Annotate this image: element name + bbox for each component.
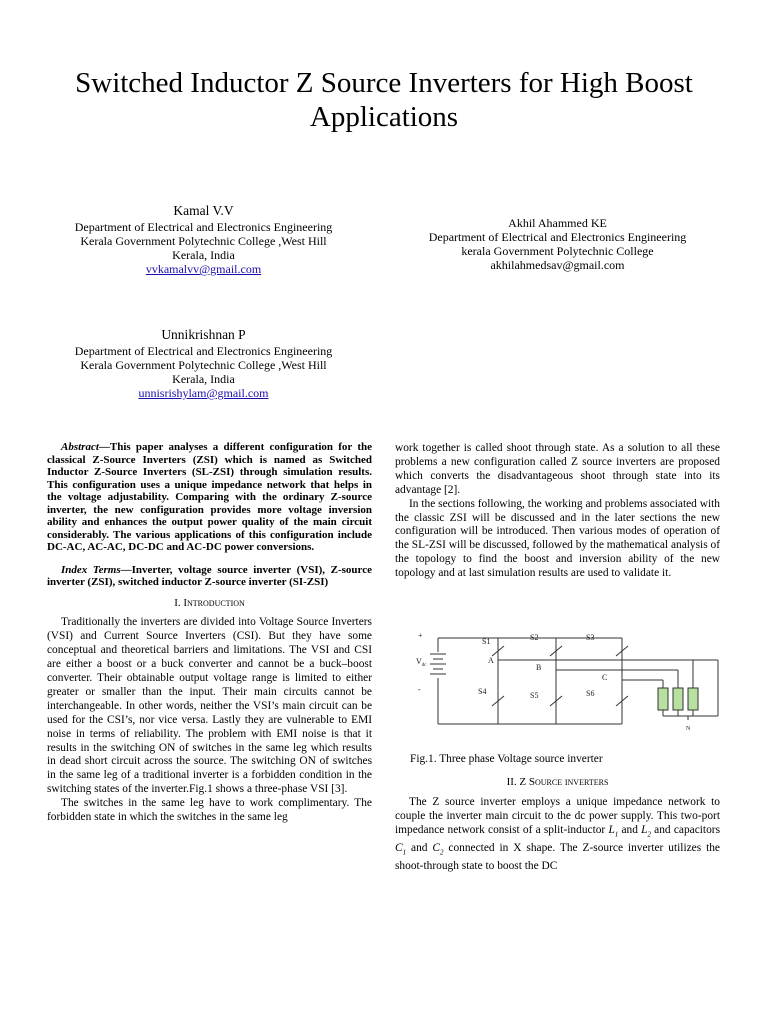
author-email-link[interactable]: vvkamalvv@gmail.com	[145, 262, 262, 276]
minus-label: -	[418, 685, 421, 694]
author-email: akhilahmedsav@gmail.com	[490, 258, 625, 272]
section-heading-z-source: II. Z Source inverters	[506, 776, 609, 788]
author-block-3	[46, 326, 361, 400]
switch-label-s2: S2	[530, 633, 539, 642]
symbol-l2: $L_2$	[641, 823, 651, 838]
right-column	[395, 442, 720, 581]
author-name: Akhil Ahammed KE	[508, 216, 607, 230]
index-terms-text: —Inverter, voltage source inverter (VSI), Z-source inverter (ZSI), switched inductor Z-source inverter (SI-ZSI)	[47, 563, 372, 588]
author-name: Unnikrishnan P	[161, 327, 246, 342]
abstract-label: Abstract	[61, 441, 99, 453]
author-email-link[interactable]: unnisrishylam@gmail.com	[138, 386, 269, 400]
plus-label: +	[418, 631, 423, 640]
author-dept: Department of Electrical and Electronics Engineering	[428, 230, 687, 244]
switch-label-s4: S4	[478, 687, 487, 696]
figure-caption: Fig.1. Three phase Voltage source inverter	[410, 753, 603, 765]
author-location: Kerala, India	[172, 372, 235, 386]
vsi-circuit-figure	[408, 620, 728, 740]
z-source-section	[395, 770, 720, 874]
index-terms	[47, 564, 372, 589]
abstract-text: —This paper analyses a different configuration for the classical Z-Source Inverters (ZSI) which is named as Switched Inductor Z-Source Inverters (SL-ZSI) through simulation results. This configuration uses a unique impedance network that helps in the voltage adjustability. Comparing with the ordinary Z-source inverter, the new configuration provides more voltage inversion ability and enhances the output power quality of the main circuit considerably. The various applications of this configuration include DC-AC, AC-AC, DC-DC and AC-DC power conversions.	[47, 441, 372, 553]
intro-paragraph-2: The switches in the same leg have to work complimentary. The forbidden state in which the switches in the same leg	[47, 797, 372, 824]
author-dept: Department of Electrical and Electronics Engineering	[74, 344, 333, 358]
author-inst: Kerala Government Polytechnic College ,West Hill	[80, 358, 327, 372]
author-inst: kerala Government Polytechnic College	[461, 244, 654, 258]
author-dept: Department of Electrical and Electronics Engineering	[74, 220, 333, 234]
author-block-1	[46, 202, 361, 276]
symbol-l1: $L_1$	[608, 823, 619, 838]
switch-label-s6: S6	[586, 689, 595, 698]
intro-paragraph-1: Traditionally the inverters are divided into Voltage Source Inverters (VSI) and Current Source Inverters (CSI). But they have some conceptual and theoretical barriers and limitations. The VSI and CSI are either a boost or a buck converter and cannot be a buck–boost converter. Their obtainable output voltage range is limited to either greater or smaller than the input. Their main circuits cannot be interchangeable. In other words, neither the VSI’s main circuit can be used for the CSI’s, nor vice versa. Lastly they are vulnerable to EMI noise in terms of reliability. The problem with EMI noise is that it results in the switching ON of switches in the same leg which results in dead short circuit across the source. The switching ON of switches in the same leg of a traditional inverter is a forbidden condition in the switching states of the inverter.Fig.1 shows a three-phase VSI [3].	[47, 616, 372, 796]
author-block-2	[400, 216, 715, 272]
switch-label-s3: S3	[586, 633, 595, 642]
author-inst: Kerala Government Polytechnic College ,West Hill	[80, 234, 327, 248]
switch-label-s5: S5	[530, 691, 539, 700]
symbol-c1: $C_1$	[395, 841, 407, 857]
section-heading-introduction: I. Introduction	[174, 596, 245, 609]
index-terms-label: Index Terms	[61, 563, 121, 576]
right-paragraph-2: In the sections following, the working and problems associated with the classic ZSI will be discussed and in the later sections the new configuration will be introduced. Then various modes of operation of the SL-ZSI will be discussed, followed by the mathematical analysis of the topology to find the boost and inversion ability of the new topology and at last simulation results are used to validate it.	[395, 497, 720, 580]
author-name: Kamal V.V	[173, 203, 234, 218]
z-source-paragraph-1: The Z source inverter employs a unique impedance network to couple the inverter main circuit to the dc power supply. This two-port impedance network consist of a split-inductor $L_1$ and $L_2$ and capacitors $C_1$ and $C_2$ connected in X shape. The Z-source inverter utilizes the shoot-through state to boost the DC	[395, 795, 721, 873]
node-label-b: B	[536, 663, 542, 672]
node-label-c: C	[602, 673, 608, 682]
neutral-label: N	[686, 726, 691, 732]
symbol-c2: $C_2$	[432, 841, 444, 857]
node-label-a: A	[488, 656, 494, 665]
switch-label-s1: S1	[482, 637, 491, 646]
abstract	[47, 441, 372, 554]
left-column	[47, 441, 372, 825]
right-paragraph-1: work together is called shoot through state. As a solution to all these problems a new configuration called Z source inverters are proposed which converts the disadvantageous shoot through state into its advantage [2].	[395, 442, 720, 496]
paper-title: Switched Inductor Z Source Inverters for High Boost Applications	[75, 67, 693, 133]
vdc-label: $V_{dc}$	[416, 657, 427, 668]
author-location: Kerala, India	[172, 248, 235, 262]
